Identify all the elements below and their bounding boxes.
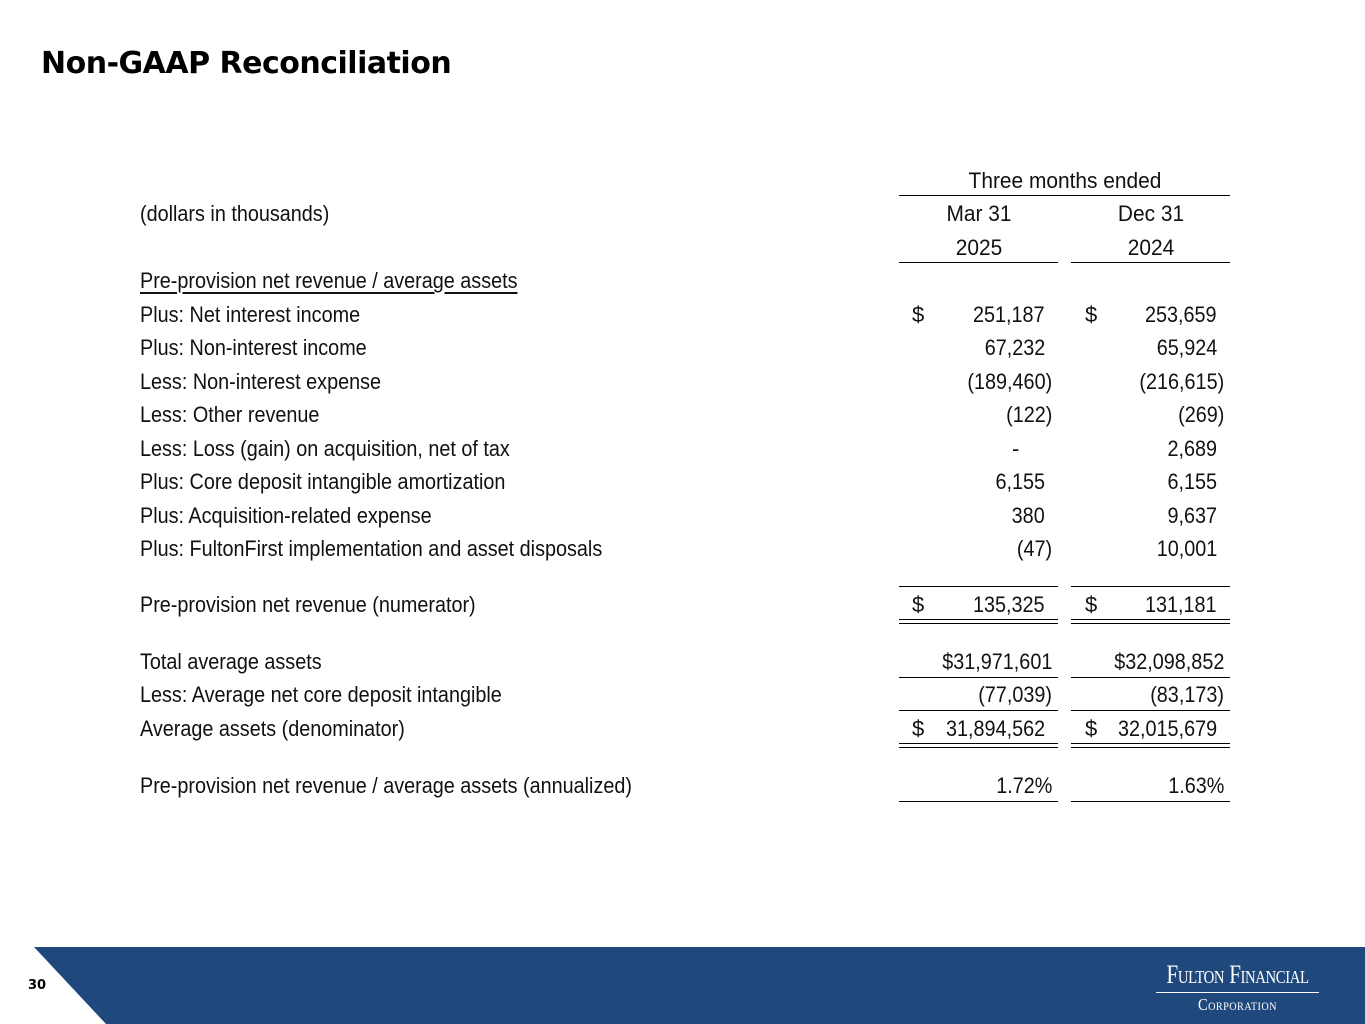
- row-value-col1: (122): [1005, 402, 1052, 427]
- page-number: 30: [28, 978, 47, 993]
- period-header: Three months ended: [968, 168, 1162, 193]
- col2-year: 2024: [1127, 235, 1175, 260]
- row-value-col2: (216,615): [1139, 369, 1224, 394]
- row-value-col1: (189,460): [967, 369, 1052, 394]
- col2-year-rule: [1071, 262, 1230, 263]
- ratio-rule: [1071, 801, 1230, 802]
- row-value-col1: (47): [1016, 536, 1052, 561]
- total-assets-col1: $31,971,601: [941, 649, 1052, 674]
- col2-month: Dec 31: [1117, 201, 1185, 226]
- numerator-col2: 131,181: [1145, 592, 1217, 617]
- col1-year-rule: [899, 262, 1058, 263]
- row-label: Plus: Net interest income: [140, 302, 361, 327]
- row-value-col2: (269): [1177, 402, 1224, 427]
- col1-year: 2025: [955, 235, 1003, 260]
- currency-symbol: $: [1085, 302, 1098, 327]
- double-rule: [899, 743, 1058, 748]
- row-value-col2: 6,155: [1167, 469, 1217, 494]
- row-label: Plus: Core deposit intangible amortization: [140, 469, 506, 494]
- double-rule: [899, 619, 1058, 624]
- denominator-col1: 31,894,562: [945, 716, 1045, 741]
- numerator-label: Pre-provision net revenue (numerator): [140, 592, 476, 617]
- less-cdi-label: Less: Average net core deposit intangible: [140, 682, 502, 707]
- denominator-label: Average assets (denominator): [140, 716, 405, 741]
- row-value-col2: 253,659: [1145, 302, 1217, 327]
- currency-symbol: $: [1085, 592, 1098, 617]
- logo-sub-text: Corporation: [1198, 995, 1277, 1014]
- row-value-col1: 6,155: [995, 469, 1045, 494]
- row-label: Less: Loss (gain) on acquisition, net of tax: [140, 436, 510, 461]
- less-cdi-col1: (77,039): [978, 682, 1052, 707]
- ratio-rule: [899, 801, 1058, 802]
- less-cdi-col2: (83,173): [1150, 682, 1224, 707]
- total-assets-col2: $32,098,852: [1113, 649, 1224, 674]
- subtotal-rule: [899, 586, 1058, 587]
- col1-month: Mar 31: [946, 201, 1012, 226]
- total-assets-rule: [1071, 677, 1230, 678]
- row-value-col1: -: [1012, 436, 1020, 461]
- row-label: Less: Other revenue: [140, 402, 320, 427]
- row-value-col1: 251,187: [973, 302, 1045, 327]
- subtotal-rule: [1071, 586, 1230, 587]
- logo-rule: [1156, 992, 1319, 993]
- page-title: Non-GAAP Reconciliation: [41, 46, 452, 81]
- ratio-label: Pre-provision net revenue / average assets (annualized): [140, 773, 632, 798]
- row-value-col1: 380: [1011, 503, 1045, 528]
- row-value-col2: 10,001: [1156, 536, 1217, 561]
- units-label: (dollars in thousands): [140, 201, 330, 226]
- logo-main-text: Fulton Financial: [1166, 960, 1309, 989]
- denominator-col2: 32,015,679: [1117, 716, 1217, 741]
- currency-symbol: $: [912, 716, 925, 741]
- company-logo: [1150, 960, 1325, 1014]
- currency-symbol: $: [912, 302, 925, 327]
- less-cdi-rule: [1071, 710, 1230, 711]
- currency-symbol: $: [912, 592, 925, 617]
- row-label: Plus: FultonFirst implementation and asset disposals: [140, 536, 603, 561]
- section-title: Pre-provision net revenue / average assets: [140, 268, 518, 293]
- double-rule: [1071, 743, 1230, 748]
- numerator-col1: 135,325: [973, 592, 1045, 617]
- total-assets-rule: [899, 677, 1058, 678]
- row-value-col2: 2,689: [1167, 436, 1217, 461]
- row-label: Plus: Acquisition-related expense: [140, 503, 432, 528]
- double-rule: [1071, 619, 1230, 624]
- row-label: Plus: Non-interest income: [140, 335, 367, 360]
- row-value-col1: 67,232: [984, 335, 1045, 360]
- less-cdi-rule: [899, 710, 1058, 711]
- total-assets-label: Total average assets: [140, 649, 322, 674]
- header-rule: [899, 195, 1230, 196]
- ratio-col2: 1.63%: [1167, 773, 1224, 798]
- currency-symbol: $: [1085, 716, 1098, 741]
- row-value-col2: 9,637: [1167, 503, 1217, 528]
- ratio-col1: 1.72%: [995, 773, 1052, 798]
- row-label: Less: Non-interest expense: [140, 369, 382, 394]
- row-value-col2: 65,924: [1156, 335, 1217, 360]
